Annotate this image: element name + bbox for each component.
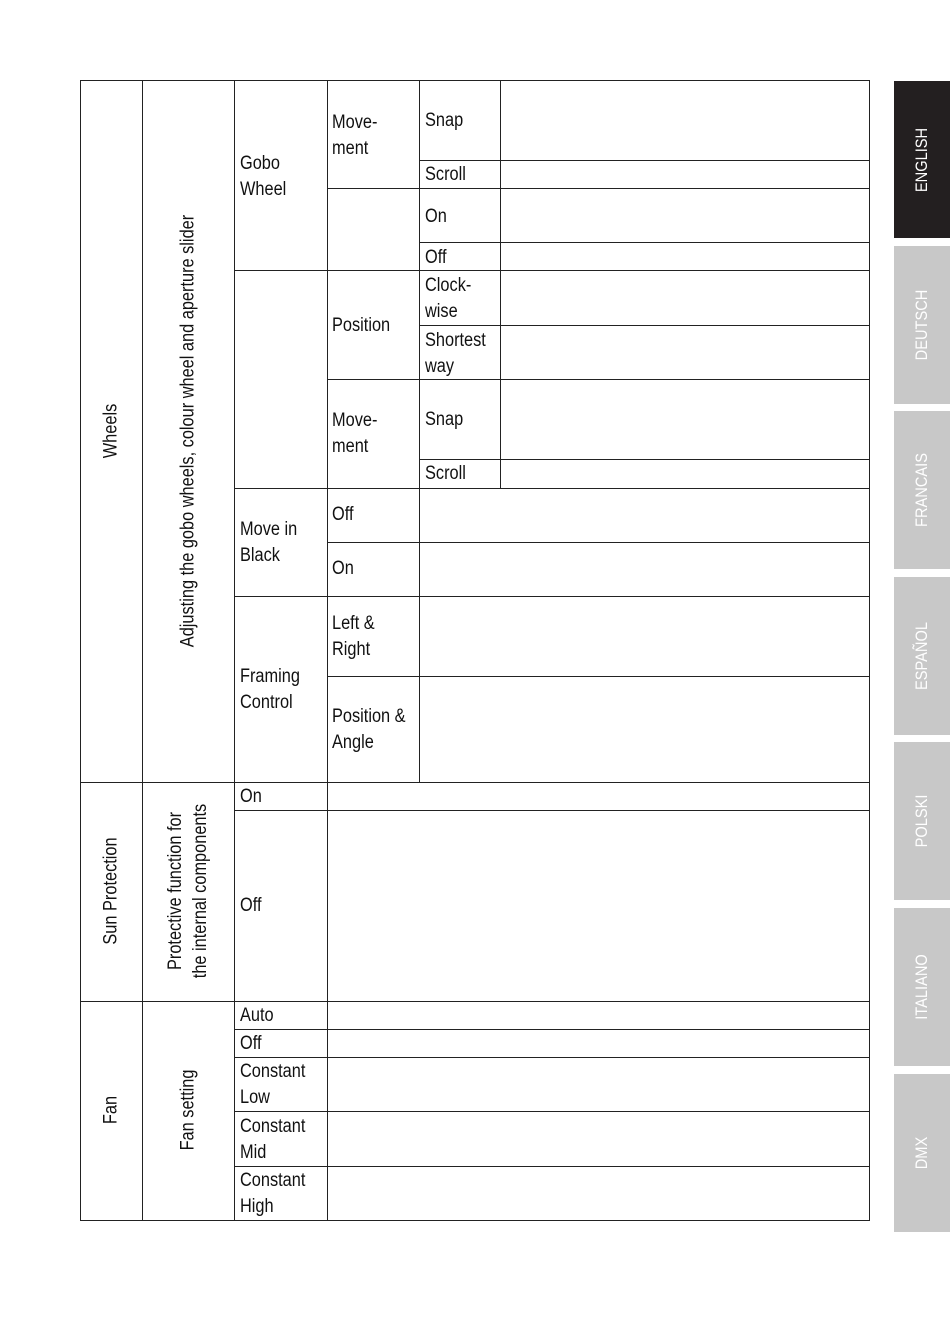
row-line (234, 810, 870, 811)
tab-deutsch[interactable] (894, 246, 950, 404)
col-line (142, 80, 143, 1221)
tab-polski[interactable] (894, 742, 950, 900)
tab-francais-label: FRANCAIS (912, 453, 931, 527)
tab-polski-label: POLSKI (912, 794, 931, 848)
fan-constant-high-label: Constant High (240, 1170, 306, 1217)
scroll-label: Scroll (425, 164, 466, 185)
tab-espanol-label: ESPAÑOL (912, 622, 931, 690)
col-line (234, 80, 235, 1221)
fan-constant-mid-label: Constant Mid (240, 1116, 306, 1163)
row-line (419, 242, 870, 243)
fan-constant-low-label: Constant Low (240, 1061, 306, 1108)
position-angle-label: Position & Angle (332, 706, 406, 753)
row-line (419, 459, 870, 460)
table-border-right (869, 80, 870, 1221)
table-border-left (80, 80, 81, 1221)
fan-description: Fan setting (177, 1069, 199, 1151)
sun-protection-description: Protective function for the internal components (165, 803, 211, 979)
fan-auto-label: Auto (240, 1005, 274, 1026)
table-border-bottom (80, 1220, 870, 1221)
on-label: On (425, 206, 447, 227)
col-line (327, 80, 328, 1221)
tab-espanol[interactable] (894, 577, 950, 735)
tab-english-label: ENGLISH (912, 127, 931, 192)
table-border-top (80, 80, 870, 81)
row-line (234, 1057, 870, 1058)
move-in-black-label: Move in Black (240, 519, 298, 566)
sun-off-label: Off (240, 895, 262, 916)
left-right-label: Left & Right (332, 613, 375, 660)
section-line (80, 782, 870, 783)
col-line (419, 80, 420, 782)
tab-deutsch-label: DEUTSCH (912, 289, 931, 361)
row-line (234, 270, 870, 271)
wheels-feature-label: Wheels (100, 403, 122, 459)
framing-control-label: Framing Control (240, 666, 300, 713)
row-line (234, 1111, 870, 1112)
mib-on-label: On (332, 558, 354, 579)
row-line (234, 488, 870, 489)
sun-on-label: On (240, 786, 262, 807)
row-line (327, 542, 870, 543)
clockwise-label: Clock- wise (425, 275, 472, 322)
tab-italiano[interactable] (894, 908, 950, 1066)
position-label: Position (332, 315, 391, 336)
wheels-description: Adjusting the gobo wheels, colour wheel and aperture slider (177, 214, 199, 648)
col-line (500, 80, 501, 488)
section-line (80, 1001, 870, 1002)
off-label: Off (425, 247, 447, 268)
scroll-label-2: Scroll (425, 463, 466, 484)
row-line (419, 325, 870, 326)
movement-label: Move- ment (332, 112, 378, 159)
mib-off-label: Off (332, 504, 354, 525)
tab-dmx-label: DMX (912, 1136, 931, 1170)
row-line (234, 1166, 870, 1167)
snap-label-2: Snap (425, 409, 464, 430)
row-line (327, 188, 870, 189)
tab-dmx[interactable] (894, 1074, 950, 1232)
row-line (234, 1029, 870, 1030)
snap-label: Snap (425, 110, 464, 131)
sun-protection-feature-label: Sun Protection (100, 837, 122, 945)
tab-english[interactable] (894, 81, 950, 238)
row-line (327, 676, 870, 677)
shortest-way-label: Shortest way (425, 330, 486, 377)
row-line (327, 379, 870, 380)
gobo-wheel-label: Gobo Wheel (240, 153, 287, 200)
row-line (234, 596, 870, 597)
fan-feature-label: Fan (100, 1095, 122, 1125)
row-line (419, 160, 870, 161)
tab-francais[interactable] (894, 411, 950, 569)
fan-off-label: Off (240, 1033, 262, 1054)
tab-italiano-label: ITALIANO (912, 954, 931, 1020)
movement-label-2: Move- ment (332, 410, 378, 457)
